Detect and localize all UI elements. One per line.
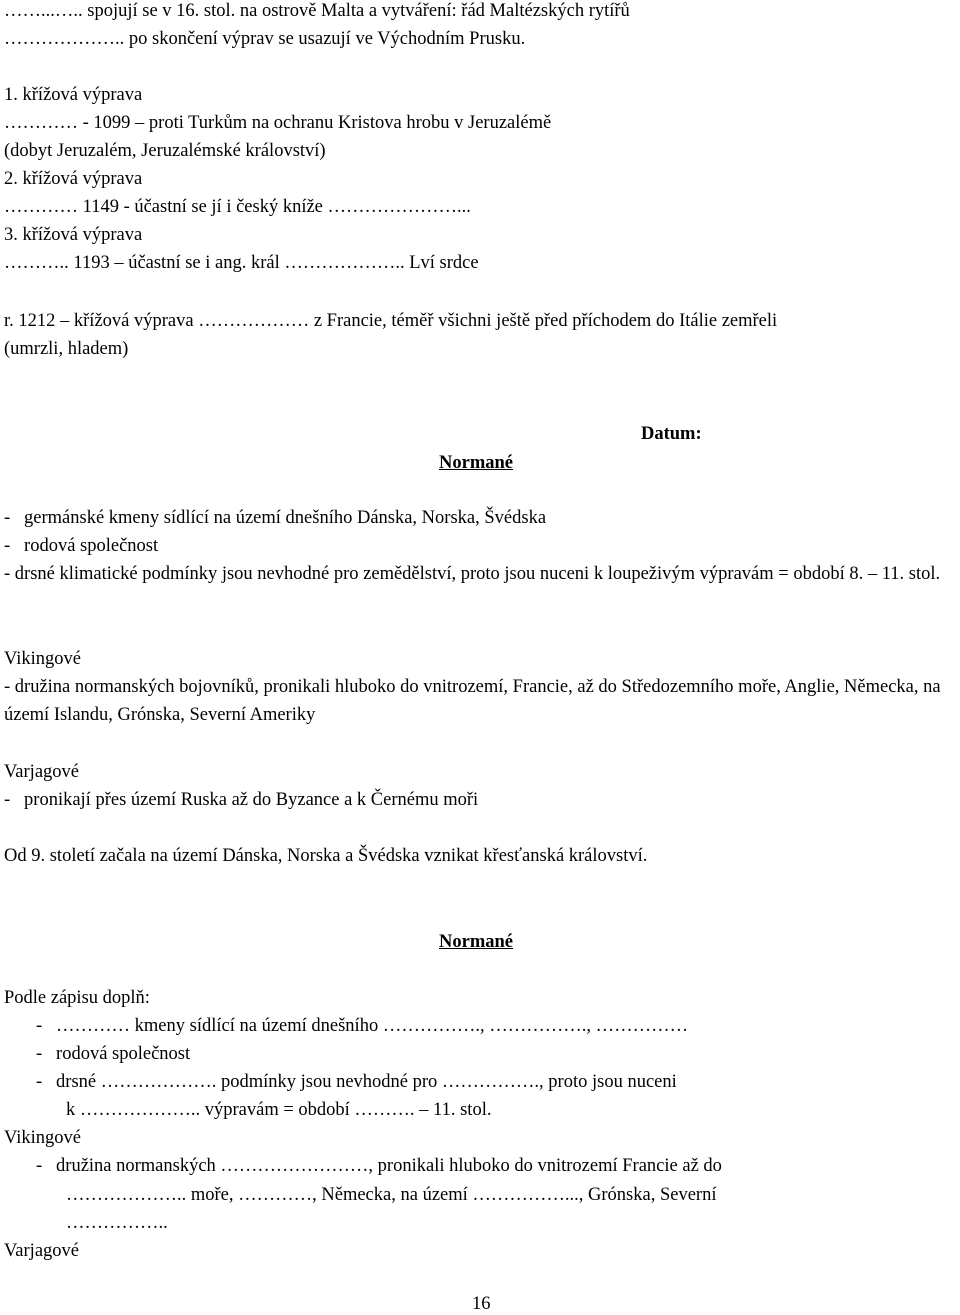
vikings-bullet: - družina normanských bojovníků, pronikali hluboko do vnitrozemí, Francie, až do Středozemního moře, Anglie, Německa, na území Islandu, Grónska, Severní Ameriky xyxy=(4,677,941,725)
worksheet-vikings-label: Vikingové xyxy=(4,1128,81,1148)
crusade-1-line: ………… - 1099 – proti Turkům na ochranu Kristova hrobu v Jeruzalémě xyxy=(4,113,552,133)
worksheet-line-4a: - družina normanských ……………………, pronikali hluboko do vnitrozemí Francie až do xyxy=(36,1156,722,1176)
top-line-2: ……………….. po skončení výprav se usazují ve Východním Prusku. xyxy=(4,29,526,49)
crusade-4-line: r. 1212 – křížová výprava ……………… z Francie, téměř všichni ještě před příchodem do Itálie zemřeli xyxy=(4,311,778,331)
worksheet-varangians-label: Varjagové xyxy=(4,1241,79,1261)
crusade-2-line: ………… 1149 - účastní se jí i český kníže …………………... xyxy=(4,197,471,217)
worksheet-line-4c: …………….. xyxy=(66,1213,168,1233)
worksheet-line-3b: k ……………….. výpravám = období ………. – 11. stol. xyxy=(66,1100,492,1120)
worksheet-line-1: - ………… kmeny sídlící na území dnešního ……………., ……………., …………… xyxy=(36,1016,689,1036)
varangians-bullet: - pronikají přes území Ruska až do Byzance a k Černému moři xyxy=(4,790,479,810)
crusade-3-line: ……….. 1193 – účastní se i ang. král ……………….. Lví srdce xyxy=(4,253,479,273)
note-bullet-2: - rodová společnost xyxy=(4,536,159,556)
worksheet-title: Normané xyxy=(439,932,513,952)
crusade-2-title: 2. křížová výprava xyxy=(4,169,143,189)
worksheet-line-2: - rodová společnost xyxy=(36,1044,191,1064)
closing-sentence: Od 9. století začala na území Dánska, Norska a Švédska vznikat křesťanská království. xyxy=(4,846,648,866)
crusade-3-title: 3. křížová výprava xyxy=(4,225,143,245)
datum-label: Datum: xyxy=(641,424,702,444)
varangians-label: Varjagové xyxy=(4,762,79,782)
worksheet-line-3a: - drsné ………………. podmínky jsou nevhodné pro ……………., proto jsou nuceni xyxy=(36,1072,677,1092)
worksheet-line-4b: ……………….. moře, …………, Německa, na území ……………..., Grónska, Severní xyxy=(66,1185,717,1205)
note-bullet-1: - germánské kmeny sídlící na území dnešního Dánska, Norska, Švédska xyxy=(4,508,547,528)
section-title-normans: Normané xyxy=(439,453,513,473)
crusade-1-note: (dobyt Jeruzalém, Jeruzalémské království) xyxy=(4,141,326,161)
note-bullet-3: - drsné klimatické podmínky jsou nevhodné pro zemědělství, proto jsou nuceni k loupeživým výpravám = období 8. – 11. stol. xyxy=(4,564,941,584)
vikings-label: Vikingové xyxy=(4,649,81,669)
worksheet-instruction: Podle zápisu doplň: xyxy=(4,988,150,1008)
top-line-1: ……...….. spojují se v 16. stol. na ostrově Malta a vytváření: řád Maltézských rytířů xyxy=(4,1,630,21)
crusade-4-note: (umrzli, hladem) xyxy=(4,339,129,359)
crusade-1-title: 1. křížová výprava xyxy=(4,85,143,105)
page-number: 16 xyxy=(472,1294,491,1314)
